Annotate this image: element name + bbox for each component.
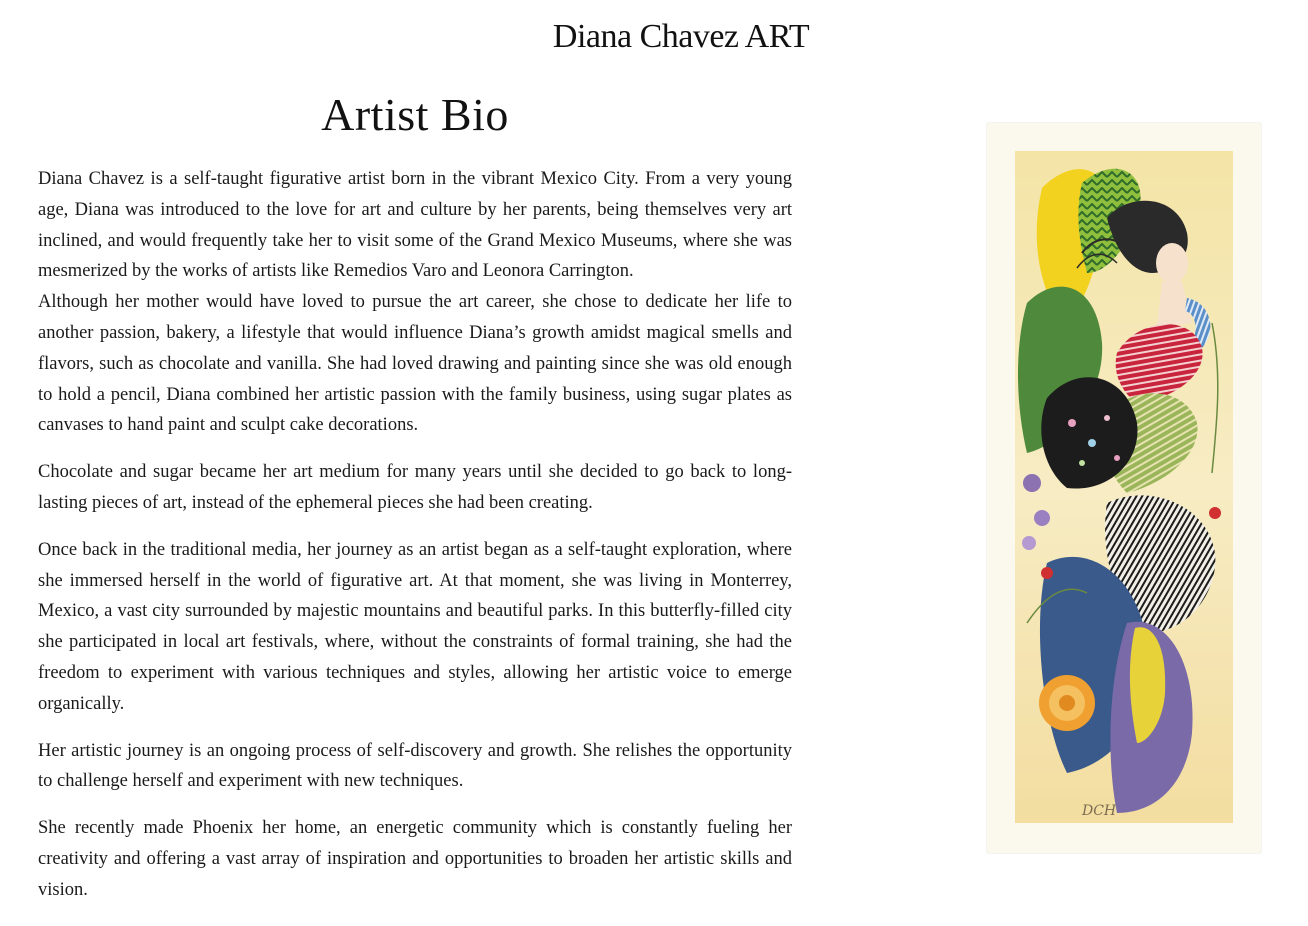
bio-paragraph-3: Chocolate and sugar became her art medium for many years until she decided to go back to long-lasting pieces of art, instead of the ephemeral pieces she had been creating. <box>38 462 792 513</box>
bio-paragraph-4: Once back in the traditional media, her journey as an artist began as a self-taught exploration, where she immersed herself in the world of figurative art. At that moment, she was living in Monterrey, Mexico, a vast city surrounded by majestic mountains and beautiful parks. In this butterfly-filled city she participated in local art festivals, where, without the constraints of formal training, she had the freedom to experiment with various techniques and styles, allowing her artistic voice to emerge organically. <box>38 539 792 714</box>
artwork-signature: DCH <box>1082 803 1117 819</box>
bio-paragraph-1: Diana Chavez is a self-taught figurative artist born in the vibrant Mexico City. From a very young age, Diana was introduced to the love for art and culture by her parents, being themselves very art inclined, and would frequently take her to visit some of the Grand Mexico Museums, where she was mesmerized by the works of artists like Remedios Varo and Leonora Carrington. <box>38 169 792 282</box>
site-title[interactable]: Diana Chavez ART <box>552 18 810 55</box>
bio-content <box>38 164 792 922</box>
bio-paragraph-2: Although her mother would have loved to pursue the art career, she chose to dedicate her life to another passion, bakery, a lifestyle that would influence Diana’s growth amidst magical smells and flavors, such as chocolate and vanilla. She had loved drawing and painting since she was old enough to hold a pencil, Diana combined her artistic passion with the family business, using sugar plates as canvases to hand paint and sculpt cake decorations. <box>38 292 792 436</box>
artwork-image <box>987 123 1261 853</box>
face <box>1156 243 1188 283</box>
purple-flower <box>1023 474 1041 492</box>
artwork-painting <box>987 123 1261 853</box>
bio-paragraph-5: Her artistic journey is an ongoing process of self-discovery and growth. She relishes the opportunity to challenge herself and experiment with new techniques. <box>38 740 792 792</box>
bio-paragraph-6: She recently made Phoenix her home, an energetic community which is constantly fueling her creativity and offering a vast array of inspiration and opportunities to broaden her artistic skills and vision. <box>38 818 792 900</box>
red-berry <box>1041 567 1053 579</box>
page-title: Artist Bio <box>321 89 509 140</box>
